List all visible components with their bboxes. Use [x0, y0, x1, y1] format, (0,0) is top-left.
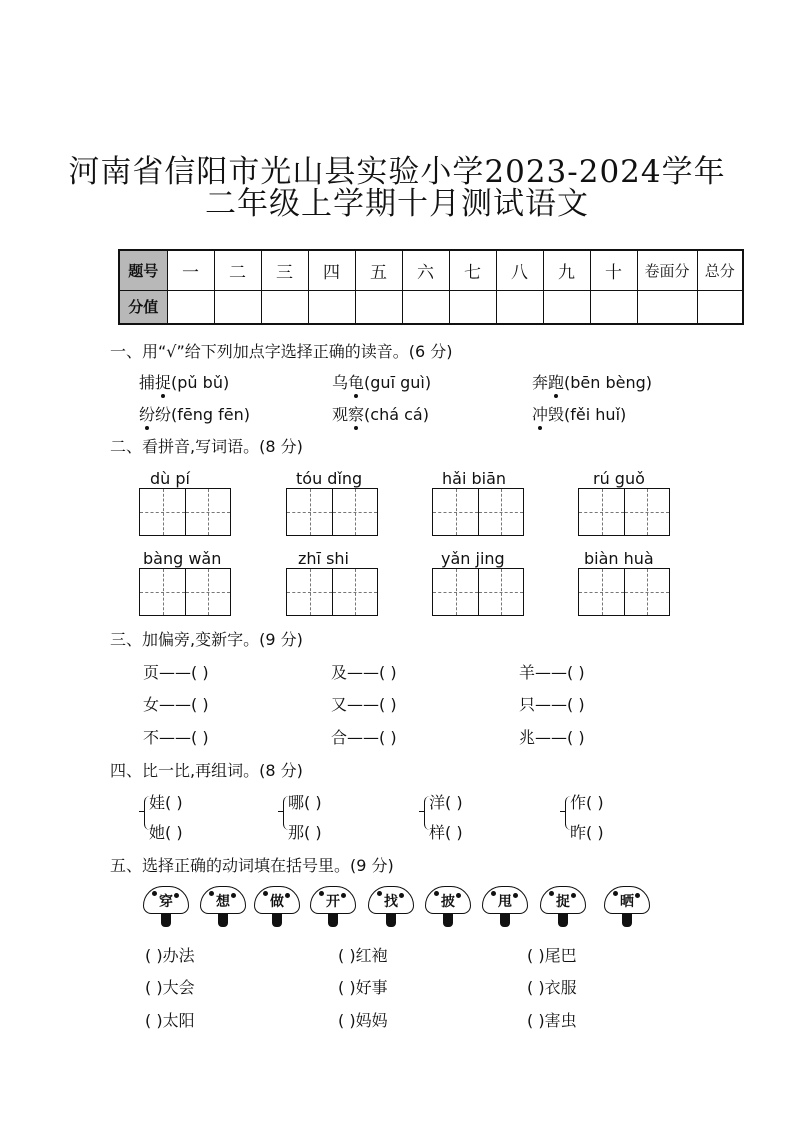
s1-item: [139, 402, 250, 425]
s1-item: [139, 370, 229, 393]
score-cell: 十: [590, 250, 637, 290]
s4-item[interactable]: 作( ): [570, 793, 604, 812]
writing-grid[interactable]: [432, 488, 524, 536]
mushroom-word: 甩: [498, 894, 512, 910]
score-cell: 六: [402, 250, 449, 290]
s1-item: [532, 402, 626, 425]
mushroom-word: 开: [326, 894, 340, 910]
score-cell: 八: [496, 250, 543, 290]
mushroom-word: 晒: [620, 894, 634, 910]
score-blank[interactable]: [167, 290, 214, 324]
s3-item[interactable]: 兆——( ): [519, 728, 585, 747]
writing-grid[interactable]: [578, 568, 670, 616]
writing-grid[interactable]: [432, 568, 524, 616]
s3-item[interactable]: 合——( ): [331, 728, 397, 747]
s1-char: 毁: [548, 405, 565, 424]
mushroom-word-card: [200, 886, 246, 930]
s1-dotted-char: 冲: [532, 402, 548, 425]
s1-dotted-char: 纷: [139, 402, 155, 425]
s4-item[interactable]: 那( ): [288, 823, 322, 842]
page-title-line2: 二年级上学期十月测试语文: [205, 186, 589, 222]
pinyin-label: biàn huà: [584, 549, 654, 568]
pinyin-label: hǎi biān: [442, 469, 507, 488]
s1-dotted-char: 跑: [548, 370, 564, 393]
s3-item[interactable]: 女——( ): [143, 695, 209, 714]
score-cell: 总分: [697, 250, 743, 290]
score-table-value-row: [119, 290, 743, 324]
mushroom-word-card: [368, 886, 414, 930]
s4-item[interactable]: 娃( ): [149, 793, 183, 812]
section4-heading: 四、比一比,再组词。(8 分): [110, 761, 303, 780]
mushroom-word-card: [143, 886, 189, 930]
s1-dotted-char: 龟: [348, 370, 364, 393]
s3-item[interactable]: 只——( ): [519, 695, 585, 714]
s5-item[interactable]: ( )办法: [145, 946, 195, 965]
mushroom-word: 穿: [159, 894, 173, 910]
score-blank[interactable]: [402, 290, 449, 324]
s1-item: [532, 370, 652, 393]
score-blank[interactable]: [449, 290, 496, 324]
s5-item[interactable]: ( )太阳: [145, 1011, 195, 1030]
section1-heading: 一、用“√”给下列加点字选择正确的读音。(6 分): [110, 342, 453, 361]
mushroom-word-card: [604, 886, 650, 930]
s4-item[interactable]: 昨( ): [570, 823, 604, 842]
mushroom-word: 找: [384, 894, 398, 910]
mushroom-word-card: [310, 886, 356, 930]
section5-heading: 五、选择正确的动词填在括号里。(9 分): [110, 856, 394, 875]
mushroom-word-card: [254, 886, 300, 930]
s5-item[interactable]: ( )妈妈: [338, 1011, 388, 1030]
s3-item[interactable]: 不——( ): [143, 728, 209, 747]
section2-heading: 二、看拼音,写词语。(8 分): [110, 437, 303, 456]
score-cell: 三: [261, 250, 308, 290]
score-cell: 一: [167, 250, 214, 290]
s1-options[interactable]: (bēn bèng): [564, 373, 653, 392]
s1-options[interactable]: (fēng fēn): [171, 405, 250, 424]
s1-options[interactable]: (guī guì): [364, 373, 432, 392]
s4-item[interactable]: 她( ): [149, 823, 183, 842]
score-blank[interactable]: [543, 290, 590, 324]
s5-item[interactable]: ( )红袍: [338, 946, 388, 965]
s3-item[interactable]: 又——( ): [331, 695, 397, 714]
s4-item[interactable]: 样( ): [429, 823, 463, 842]
s5-item[interactable]: ( )尾巴: [527, 946, 577, 965]
score-table: [118, 249, 744, 325]
pinyin-label: zhī shi: [298, 549, 349, 568]
writing-grid[interactable]: [139, 488, 231, 536]
score-blank[interactable]: [496, 290, 543, 324]
pinyin-label: bàng wǎn: [143, 549, 222, 568]
s1-char: 乌: [332, 373, 349, 392]
s1-char: 观: [332, 405, 349, 424]
s3-item[interactable]: 及——( ): [331, 663, 397, 682]
score-cell: 五: [355, 250, 402, 290]
score-blank[interactable]: [214, 290, 261, 324]
score-table-header-row: [119, 250, 743, 290]
s1-item: [332, 370, 431, 393]
s1-char: 捕: [139, 373, 156, 392]
mushroom-word: 披: [441, 894, 455, 910]
writing-grid[interactable]: [578, 488, 670, 536]
s1-char: 奔: [532, 373, 549, 392]
s1-options[interactable]: (chá cá): [364, 405, 429, 424]
section3-heading: 三、加偏旁,变新字。(9 分): [110, 630, 303, 649]
s5-item[interactable]: ( )衣服: [527, 978, 577, 997]
s5-item[interactable]: ( )好事: [338, 978, 388, 997]
writing-grid[interactable]: [139, 568, 231, 616]
score-blank[interactable]: [637, 290, 697, 324]
score-cell: 二: [214, 250, 261, 290]
score-cell: 九: [543, 250, 590, 290]
mushroom-word: 想: [216, 894, 230, 910]
s1-item: [332, 402, 429, 425]
score-blank[interactable]: [308, 290, 355, 324]
score-cell: 分值: [119, 290, 167, 324]
s4-item[interactable]: 洋( ): [429, 793, 463, 812]
s5-item[interactable]: ( )大会: [145, 978, 195, 997]
score-cell: 卷面分: [637, 250, 697, 290]
mushroom-word-card: [540, 886, 586, 930]
s3-item[interactable]: 页——( ): [143, 663, 209, 682]
s1-char: 纷: [155, 405, 172, 424]
s1-options[interactable]: (fěi huǐ): [564, 405, 627, 424]
score-blank[interactable]: [590, 290, 637, 324]
s1-dotted-char: 捉: [155, 370, 171, 393]
s4-item[interactable]: 哪( ): [288, 793, 322, 812]
mushroom-word-card: [482, 886, 528, 930]
s3-item[interactable]: 羊——( ): [519, 663, 585, 682]
score-blank[interactable]: [355, 290, 402, 324]
s5-item[interactable]: ( )害虫: [527, 1011, 577, 1030]
s1-dotted-char: 察: [348, 402, 364, 425]
page-title-line1: 河南省信阳市光山县实验小学2023-2024学年: [68, 154, 726, 190]
pinyin-label: tóu dǐng: [296, 469, 363, 488]
writing-grid[interactable]: [286, 568, 378, 616]
score-cell: 七: [449, 250, 496, 290]
score-cell: 题号: [119, 250, 167, 290]
mushroom-word: 捉: [556, 894, 570, 910]
pinyin-label: dù pí: [150, 469, 190, 488]
s1-options[interactable]: (pǔ bǔ): [171, 373, 230, 392]
mushroom-word-card: [425, 886, 471, 930]
score-blank[interactable]: [261, 290, 308, 324]
pinyin-label: yǎn jing: [441, 549, 505, 568]
writing-grid[interactable]: [286, 488, 378, 536]
score-blank[interactable]: [697, 290, 743, 324]
pinyin-label: rú guǒ: [593, 469, 645, 488]
score-cell: 四: [308, 250, 355, 290]
mushroom-word: 做: [270, 894, 284, 910]
